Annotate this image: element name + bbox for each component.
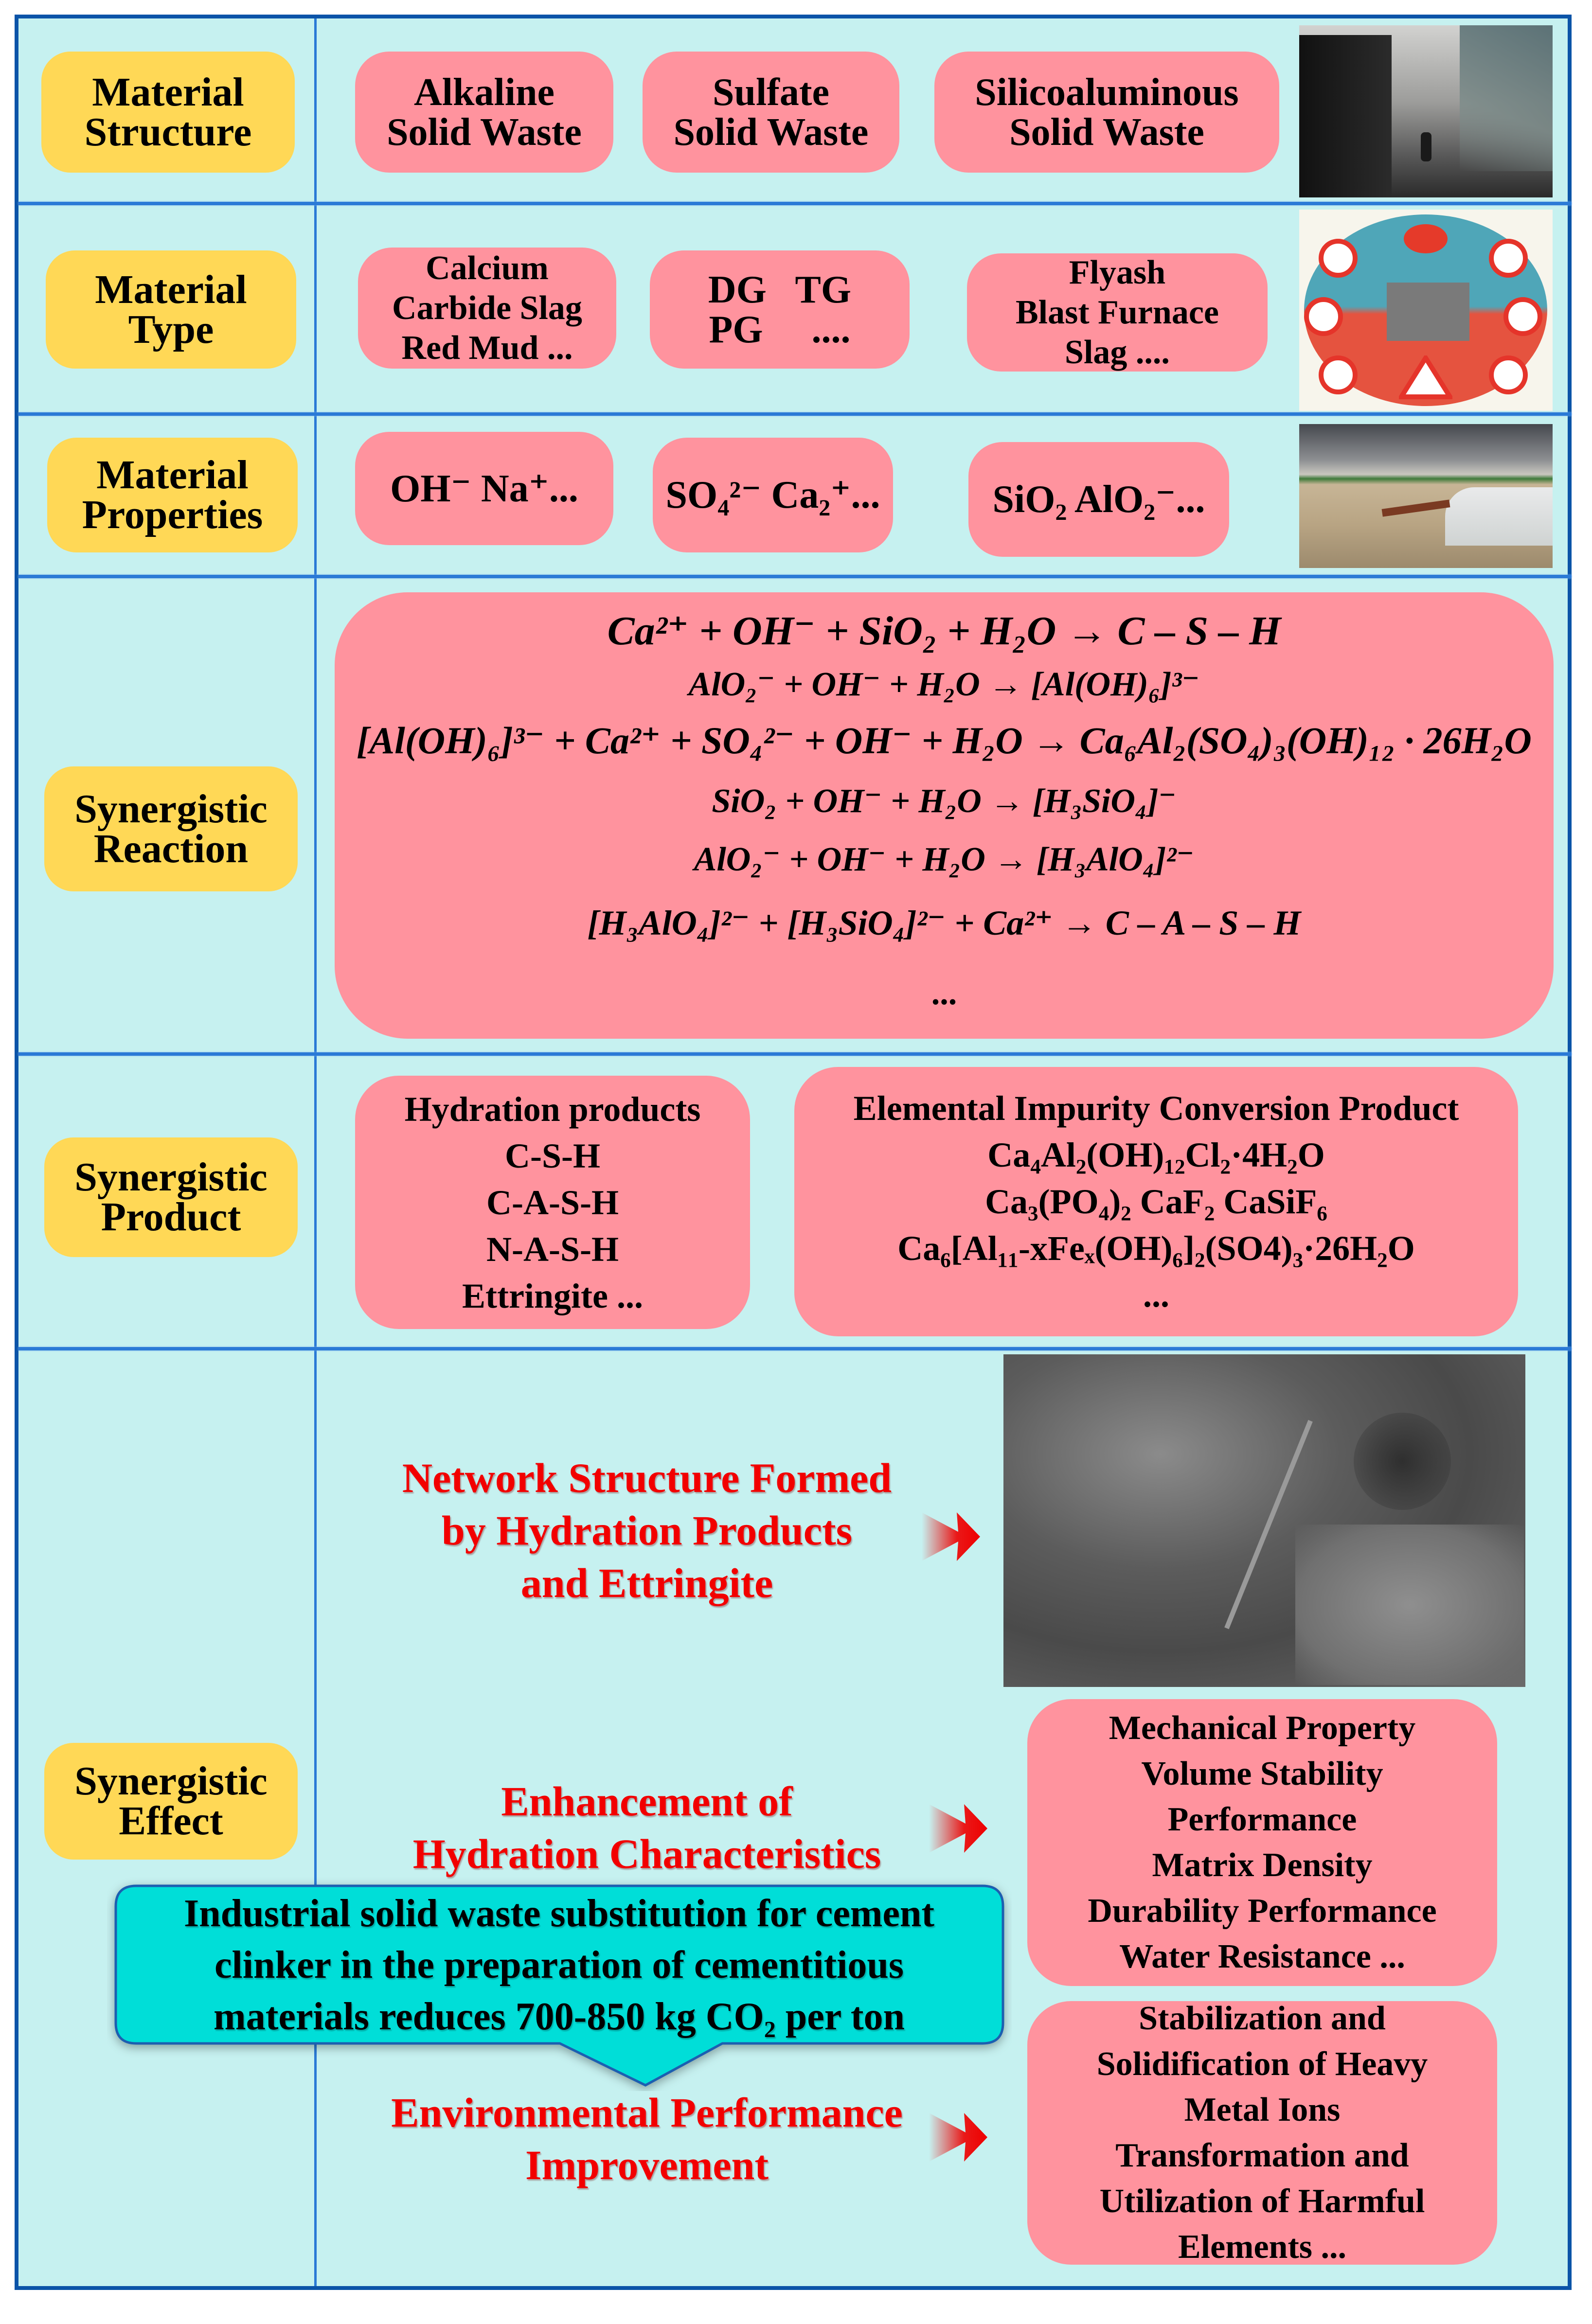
- equation-3: [Al(OH)₆]³⁻ + Ca²⁺ + SO₄²⁻ + OH⁻ + H₂O → Ca₆Al₂(SO₄)₃(OH)₁₂ · 26H₂O: [357, 719, 1532, 762]
- box-line: Transformation and: [1115, 2137, 1409, 2174]
- box-line: Solidification of Heavy: [1096, 2045, 1428, 2083]
- box-line: Calcium: [426, 249, 549, 287]
- box-line: Elements ...: [1178, 2228, 1347, 2266]
- text-line: by Hydration Products: [441, 1507, 853, 1554]
- box-line: Utilization of Harmful: [1099, 2182, 1425, 2220]
- box-line: Flyash: [1069, 253, 1166, 291]
- equation-ellipsis: ...: [931, 975, 957, 1012]
- box-line: Performance: [1167, 1801, 1357, 1838]
- label-line: Material: [95, 266, 247, 312]
- label-line: Type: [128, 306, 214, 352]
- box-alkaline-solid-waste: [355, 52, 613, 173]
- box-line: Blast Furnace: [1015, 293, 1219, 331]
- text-line: Environmental Performance: [391, 2089, 903, 2136]
- label-line: Properties: [82, 492, 263, 537]
- warning-sign-icon: [1399, 355, 1452, 399]
- box-mechanical-properties: [1027, 1699, 1497, 1986]
- photo-rider-shape: [1421, 132, 1431, 161]
- prohibition-sign-icon: [1304, 297, 1343, 336]
- prohibition-sign-icon: [1319, 355, 1358, 394]
- row-divider: [18, 1052, 1572, 1056]
- box-impurity-conversion-products: [794, 1067, 1518, 1336]
- illustration-factory: [1387, 283, 1469, 341]
- row-divider: [18, 1347, 1572, 1350]
- text-line: Network Structure Formed: [402, 1455, 892, 1501]
- label-line: Synergistic: [74, 1154, 268, 1200]
- row-divider: [18, 575, 1572, 578]
- environmental-performance-text: [360, 2086, 934, 2191]
- box-sulfate-ions: [653, 438, 893, 552]
- text-line: Enhancement of: [501, 1778, 793, 1825]
- waste-discharge-landscape-photo: [1299, 424, 1553, 568]
- box-line: Solid Waste: [1009, 110, 1204, 154]
- label-synergistic-effect: [44, 1743, 298, 1860]
- box-line: Ca₃(PO₄)₂ CaF₂ CaSiF₆: [985, 1182, 1327, 1221]
- hydration-enhancement-text: [360, 1775, 934, 1880]
- photo-wall-shape: [1299, 35, 1392, 197]
- box-line: Ca₆[Al₁₁-xFeₓ(OH)₆]₂(SO4)₃·26H₂O: [897, 1229, 1415, 1268]
- box-line: Water Resistance ...: [1119, 1938, 1405, 1975]
- box-line: C-A-S-H: [486, 1183, 619, 1222]
- box-silicoaluminous-solid-waste: [934, 52, 1279, 173]
- box-line: Ca₄Al₂(OH)₁₂Cl₂·4H₂O: [987, 1135, 1325, 1174]
- pollution-warning-illustration: [1299, 210, 1553, 411]
- equation-4: SiO₂ + OH⁻ + H₂O → [H₃SiO₄]⁻: [712, 782, 1177, 820]
- box-silicoaluminous-ions: [968, 442, 1229, 557]
- box-line: Volume Stability: [1141, 1755, 1383, 1792]
- text-line: and Ettringite: [520, 1560, 773, 1606]
- sem-micrograph: [1003, 1354, 1525, 1687]
- box-hydration-products: [355, 1076, 750, 1329]
- industrial-smog-photo: [1299, 25, 1553, 197]
- box-title: Elemental Impurity Conversion Product: [853, 1089, 1459, 1128]
- reaction-equations-box: [335, 592, 1554, 1039]
- equation-1: Ca²⁺ + OH⁻ + SiO₂ + H₂O → C – S – H: [607, 608, 1281, 654]
- box-line: Stabilization and: [1139, 2000, 1386, 2037]
- box-line: Durability Performance: [1088, 1892, 1437, 1930]
- box-line: Alkaline: [414, 71, 555, 114]
- photo-structure-shape: [1460, 25, 1553, 171]
- label-line: Structure: [84, 109, 252, 155]
- text-line: Improvement: [525, 2142, 769, 2188]
- box-line: Silicoaluminous: [975, 71, 1239, 114]
- box-sulfate-solid-waste: [643, 52, 899, 173]
- equation-6: [H₃AlO₄]²⁻ + [H₃SiO₄]²⁻ + Ca²⁺ → C – A – S – H: [587, 904, 1301, 942]
- box-title: Hydration products: [404, 1089, 701, 1129]
- box-alkaline-ions: [355, 432, 613, 545]
- box-line: Mechanical Property: [1109, 1709, 1416, 1747]
- equation-5: AlO₂⁻ + OH⁻ + H₂O → [H₃AlO₄]²⁻: [694, 841, 1195, 878]
- row-divider: [18, 202, 1572, 205]
- label-line: Material: [96, 452, 249, 497]
- box-line: Carbide Slag: [392, 289, 582, 327]
- box-line: SiO₂ AlO₂⁻...: [992, 478, 1205, 521]
- text-line: Hydration Characteristics: [412, 1830, 881, 1877]
- box-line: Sulfate: [713, 71, 829, 114]
- callout-line: materials reduces 700-850 kg CO₂ per ton: [214, 1995, 905, 2038]
- row-divider: [18, 412, 1572, 416]
- box-line: Red Mud ...: [401, 329, 573, 367]
- box-line: Ettringite ...: [462, 1276, 643, 1315]
- prohibition-sign-icon: [1489, 355, 1528, 394]
- photo-water-shape: [1445, 487, 1553, 546]
- box-line: Solid Waste: [387, 110, 582, 154]
- photo-pipe-shape: [1382, 499, 1450, 516]
- prohibition-sign-icon: [1489, 239, 1528, 278]
- label-material-structure: [41, 52, 295, 173]
- label-line: Synergistic: [74, 1758, 268, 1804]
- box-sulfate-types: [650, 250, 910, 369]
- label-line: Product: [101, 1194, 241, 1240]
- label-material-properties: [47, 438, 298, 552]
- label-line: Material: [92, 69, 244, 115]
- arrow-right-icon: [929, 1802, 987, 1855]
- co2-callout-text: [116, 1888, 1002, 2042]
- label-line: Effect: [119, 1798, 223, 1844]
- illustration-mushroom-cloud: [1404, 224, 1448, 253]
- box-line: ...: [1143, 1276, 1169, 1314]
- equation-2: AlO₂⁻ + OH⁻ + H₂O → [Al(OH)₆]³⁻: [688, 666, 1200, 703]
- box-silicoaluminous-types: [967, 253, 1268, 372]
- box-line: SO₄²⁻ Ca₂⁺...: [665, 474, 880, 516]
- arrow-right-icon: [922, 1510, 980, 1563]
- network-structure-text: [360, 1452, 934, 1609]
- label-material-type: [46, 250, 296, 369]
- callout-line: clinker in the preparation of cementitious: [215, 1944, 904, 1987]
- box-alkaline-types: [358, 248, 616, 369]
- callout-line: Industrial solid waste substitution for cement: [183, 1892, 935, 1935]
- box-heavy-metal-stabilization: [1027, 2001, 1497, 2265]
- prohibition-sign-icon: [1503, 297, 1542, 336]
- sem-pore: [1354, 1413, 1451, 1510]
- box-line: DG TG: [708, 268, 852, 311]
- box-line: Solid Waste: [673, 110, 869, 154]
- box-line: Matrix Density: [1152, 1846, 1373, 1884]
- label-line: Reaction: [93, 826, 249, 871]
- box-line: Slag ....: [1065, 333, 1170, 371]
- sem-bright-region: [1295, 1525, 1524, 1685]
- box-line: C-S-H: [505, 1136, 600, 1175]
- label-synergistic-reaction: [44, 766, 298, 891]
- label-line: Synergistic: [74, 786, 268, 832]
- prohibition-sign-icon: [1319, 239, 1358, 278]
- box-line: OH⁻ Na⁺...: [390, 467, 578, 510]
- arrow-right-icon: [929, 2111, 987, 2164]
- box-line: Metal Ions: [1184, 2091, 1341, 2129]
- box-line: PG ....: [709, 308, 851, 351]
- box-line: N-A-S-H: [486, 1229, 619, 1269]
- label-synergistic-product: [44, 1137, 298, 1257]
